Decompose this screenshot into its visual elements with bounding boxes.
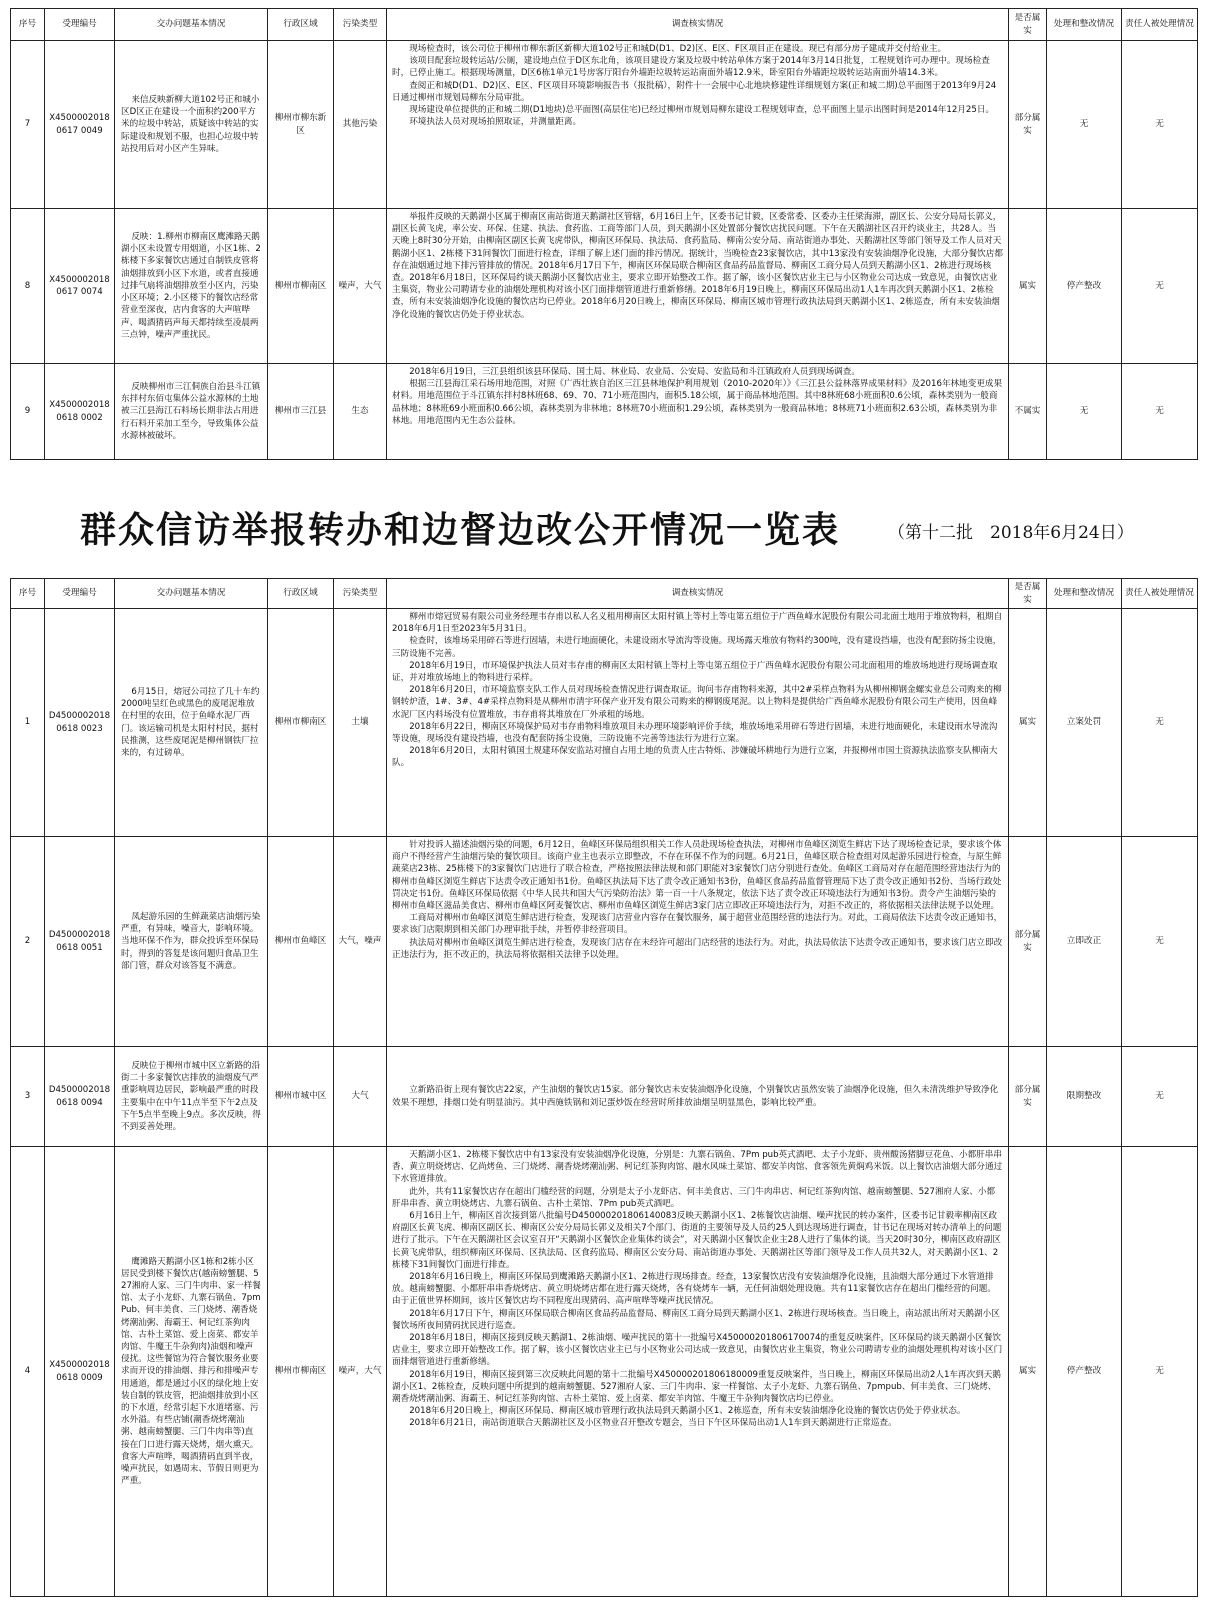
region-cell: 柳州市城中区 xyxy=(268,1047,334,1147)
detail-paragraph: 2018年6月18日，柳南区接到反映天鹅湖1、2栋油烟、噪声扰民的第十一批编号X450000201806170074的重复反映案件，区环保局约谈天鹅湖小区餐饮店业主，要求立即开始整改工作。据了解，该小区餐饮店业主已与小区物业公司达成一致意见，由餐饮店业主集资，物业公司聘请专业的油烟处理机构对该小区门面排烟管道进行重新修缮。 xyxy=(392,1333,1003,1368)
detail-paragraph: 6月16日上午，柳南区首次接到第八批编号D450000201806140083反映天鹅湖小区1、2栋餐饮店油烟、噪声扰民的转办案件，区委书记甘毅率柳南区政府副区长黄飞虎、柳南区副区长、柳南区公安分局局长郭义及相关7个部门、街道的主要领导及人员约25人到达现场进行调查，甘书记在现场对转办清单上的问题进行了批示。下午在天鹅湖社区会议室召开“天鹅湖小区餐饮企业集体约谈会”，对天鹅湖小区餐饮企业主28人进行了集体约谈。当天20时30分，柳南区政府副区长黄飞虎带队，组织柳南区环保局、区执法局、区食药监局、柳南区公安分局、南站街道办事处、天鹅湖社区等部门领导及工作人员共32人，对天鹅湖小区1、2栋楼下31间餐饮门面进行排查。 xyxy=(392,1211,1002,1270)
detail-paragraph: 天鹅湖小区1、2栋楼下餐饮店中有13家没有安装油烟净化设施，分别是：九寨石锅鱼、7Pm pub英式酒吧、太子小龙虾、贵州酸汤猪脚豆花鱼、小都肝串串香、黄立明烧烤店、亿尚烤鱼、三门烧烤、潮香烧烤潮汕粥、柯记红茶狗肉馆、融水风味土菜馆、都安羊肉馆、食客领先黄焖鸡米饭。以上餐饮店油烟大部分通过下水管道排放。 xyxy=(392,1150,1003,1185)
header-handling: 处理和整改情况 xyxy=(1047,9,1122,41)
detail-paragraph: 工商局对柳州市鱼峰区浏览生鲜店进行检查，发现该门店营业内容存在餐饮服务，属于超营业范围经营的违法行为。对此，工商局依法下达责令改正通知书，要求该门店限期到相关部门办理审批手续，并暂停非经营项目。 xyxy=(392,913,1003,936)
truth-cell: 属实 xyxy=(1009,1147,1047,1597)
detail-cell xyxy=(387,209,1009,364)
detail-cell xyxy=(387,837,1009,1047)
header-id: 受理编号 xyxy=(45,9,115,41)
header-type: 污染类型 xyxy=(334,579,387,609)
detail-paragraph: 柳州市熔冠贸易有限公司业务经理韦存甫以私人名义租用柳南区太阳村镇上等村上等屯第五组位于广西鱼峰水泥股份有限公司北面土地用于堆放物料，租期自2018年6月1日至2023年5月31日。 xyxy=(392,612,1003,635)
detail-paragraph: 2018年6月19日，市环境保护执法人员对韦存甫的柳南区太阳村镇上等村上等屯第五组位于广西鱼峰水泥股份有限公司北面租用的堆放场地进行现场调查取证，并对堆放场地上的物料进行采样。 xyxy=(392,660,998,684)
detail-paragraph: 此外，共有11家餐饮店存在超出门槛经营的问题，分别是太子小龙虾店、何丰美食店、三门牛肉串店、柯记红茶狗肉馆、越南螃蟹腿、527湘府人家、小都肝串串香、黄立明烧烤店、九寨石锅鱼、古朴土菜馆、7Pm pub英式酒吧。 xyxy=(392,1186,996,1209)
header-id: 受理编号 xyxy=(45,579,115,609)
header-detail: 调查核实情况 xyxy=(387,9,1009,41)
detail-cell xyxy=(387,364,1009,460)
type-cell: 噪声，大气 xyxy=(334,209,387,364)
type-cell: 大气，噪声 xyxy=(334,837,387,1047)
handling-cell: 立案处罚 xyxy=(1047,609,1122,837)
detail-paragraph: 根据三江县海江采石场用地范围，对照《广西壮族自治区三江县林地保护利用规划（2010-2020年）》《三江县公益林落界成果材料》及2016年林地变更成果材料。用地范围位于斗江镇东拌村8林班68、69、70、71小班范围内，面积5.18公顷，属于商品林地范围。其中8林班68小班面积0.6公顷，森林类别为一般商品林地；8林班69小班面积0.66公顷，森林类别为非林地；8林班70小班面积1.29公顷，森林类别为一般商品林地；8林班71小班面积2.63公顷，森林类别为非林地。用地范围内无生态公益林。 xyxy=(392,379,1003,426)
header-region: 行政区域 xyxy=(268,9,334,41)
region-cell: 柳州市三江县 xyxy=(268,364,334,460)
detail-paragraph: 2018年6月21日，南站街道联合天鹅湖社区及小区物业召开整改专题会，当日下午区环保局出动1人1车到天鹅湖进行正常巡查。 xyxy=(409,1418,897,1429)
handling-cell: 立即改正 xyxy=(1047,837,1122,1047)
detail-paragraph: 举报件反映的天鹅湖小区属于柳南区南站街道天鹅湖社区管辖，6月16日上午，区委书记甘毅，区委常委、区委办主任梁海滞，副区长、公安分局局长郭义，副区长黄飞虎，率公安、环保、住建、执法、食药监、工商等部门人员，到天鹅湖小区处置部分餐饮店扰民问题。下午在天鹅湖社区召开约谈业主，共28人。当天晚上8时30分开始，由柳南区副区长黄飞虎带队，柳南区环保局、执法局、食药监局、柳南公安分局、南站街道办事处、天鹅湖社区等部门领导及工作人员对天鹅湖小区1、2栋楼下31间餐饮门面进行检查，详细了解上述门面的排污情况。据统计，当晚检查23家餐饮店，其中13家没有安装油烟净化设施，大部分餐饮店都存在油烟通过地下排污管排放的情况。2018年6月17日下午，柳南区环保局联合柳南区食品药品监督局、柳南区工商分局人员到天鹅湖小区1、2栋进行现场核查。2018年6月18日，区环保局约谈天鹅湖小区餐饮店业主，要求立即开始整改工作。据了解，该小区餐饮店业主已与小区物业公司达成一致意见，由餐饮店业主集资，物业公司聘请专业的油烟处理机构对该小区门面排烟管道进行重新修缮。2018年6月19日晚上，柳南区环保局出动1人1车再次到天鹅湖小区1、2栋检查，所有未安装油烟净化设施的餐饮店均已停业。2018年6月20日晚上，柳南区环保局、柳南区城市管理行政执法局到天鹅湖小区1、2栋巡查，所有未安装油烟净化设施的餐饮店仍处于停业状态。 xyxy=(392,212,1003,320)
detail-paragraph: 2018年6月20日，太阳村镇国土规建环保安监站对擅自占用土地的负责人庄古特烁、涉嫌破坏耕地行为进行立案，并报柳州市国土资源执法监察支队柳南大队。 xyxy=(392,746,998,769)
handling-cell: 停产整改 xyxy=(1047,1147,1122,1597)
table-row xyxy=(11,41,1198,209)
region-cell: 柳州市柳南区 xyxy=(268,209,334,364)
detail-paragraph: 现场检查时，该公司位于柳州市柳东新区新柳大道102号正和城D(D1、D2)区、E区、F区项目正在建设。现已有部分房子建成并交付给业主。 xyxy=(409,44,947,54)
detail-paragraph: 2018年6月20日，市环境监察支队工作人员对现场检查情况进行调查取证。询问韦存甫物料来源，其中2#采样点物料为从柳州柳钢金螺实业总公司购来的柳钢转炉渣，1#、3#、4#采样点物料是从柳州市清宇环保产业开发有限公司购来的柳钢废尾泥。以上物料是提供给广西鱼峰水泥股份有限公司生产使用，因鱼峰水泥厂区内料场没有位置堆放，韦存甫将其堆放在厂外承租的场地。 xyxy=(392,685,1002,720)
detail-paragraph: 执法局对柳州市鱼峰区浏览生鲜店进行检查，发现该门店存在未经许可超出门店经营的违法行为。对此，执法局依法下达责令改正通知书，要求该门店立即改正违法行为，拒不改正的，执法局将依据相关法律予以处理。 xyxy=(392,937,1003,960)
header-seq: 序号 xyxy=(11,9,45,41)
seq-cell: 7 xyxy=(11,41,45,209)
problem-cell: 6月15日，熔冠公司拉了几十车约2000吨呈红色或黑色的废尾泥堆放在村里的农田，位于鱼峰水泥厂西门。该运输司机是太阳村村民，据村民推测，这些废尾泥是柳州钢铁厂拉来的，有过磅单。 xyxy=(115,609,268,837)
detail-paragraph: 查阅正和城D(D1、D2)区、E区、F区项目环境影响报告书（报批稿），附件十一会展中心北地块修建性详细规划方案(正和城二期)总平面图于2013年9月24日通过柳州市规划局柳东分局审批。 xyxy=(392,80,997,103)
problem-cell: 鹰滩路天鹅湖小区1栋和2栋小区居民受到楼下餐饮店(越南螃蟹腿、527湘府人家、三门牛肉串、家一样餐馆、太子小龙虾、九寨石锅鱼、7pmPub、何丰美食、三门烧烤、潮香烧烤潮汕粥、海霸王、柯记红茶狗肉馆、古朴土菜馆、爱上卤菜、都安羊肉馆、牛魔王牛杂狗肉)油烟和噪声侵扰。这些餐馆为符合餐饮服务业要求而开设的排油烟、排污和排噪声专用通道，都是通过小区的绿化地上安装自制的铁皮管，把油烟排放到小区的下水道，经常引起下水道堵塞、污水外溢。有些店铺(潮香烧烤潮汕粥、越南螃蟹腿、三门牛肉串等)直接在门口进行露天烧烤，烟火熏天。食客大声喧哗，喝酒猜码直到半夜，噪声扰民，如遇周末、节假日则更为严重。 xyxy=(115,1147,268,1597)
detail-paragraph: 2018年6月16日晚上，柳南区环保局到鹰滩路天鹅湖小区1、2栋进行现场排查。经查，13家餐饮店没有安装油烟净化设施，且油烟大部分通过下水管道排放。越南螃蟹腿、小都肝串串香烧烤店、黄立明烧烤店都在进行露天烧烤，各有烧烤车一辆，无任何油烟处理设施。共有11家餐饮店存在超出门槛经营的问题。由于正值世界杯期间，该片区餐饮店均不同程度出现猜码、高声喧哗等噪声扰民情况。 xyxy=(392,1272,996,1307)
responsibility-cell: 无 xyxy=(1122,1147,1198,1597)
detail-cell xyxy=(387,1047,1009,1147)
page-title-block xyxy=(0,500,1207,554)
id-cell: X45000020180617 0074 xyxy=(45,209,115,364)
truth-cell: 部分属实 xyxy=(1009,1047,1047,1147)
detail-cell xyxy=(387,609,1009,837)
responsibility-cell: 无 xyxy=(1122,41,1198,209)
table-row xyxy=(11,209,1198,364)
detail-paragraph: 2018年6月17日下午，柳南区环保局联合柳南区食品药品监督局、柳南区工商分局到天鹅湖小区1、2栋进行现场核查。当日晚上，南站派出所对天鹅湖小区餐饮场所夜间猜码扰民进行巡查。 xyxy=(392,1308,1000,1331)
table-header-row xyxy=(11,9,1198,41)
region-cell: 柳州市柳东新区 xyxy=(268,41,334,209)
type-cell: 土壤 xyxy=(334,609,387,837)
region-cell: 柳州市柳南区 xyxy=(268,609,334,837)
type-cell: 噪声，大气 xyxy=(334,1147,387,1597)
header-type: 污染类型 xyxy=(334,9,387,41)
id-cell: X45000020180617 0049 xyxy=(45,41,115,209)
responsibility-cell: 无 xyxy=(1122,1047,1198,1147)
detail-paragraph: 环境执法人员对现场拍照取证，并测量距离。 xyxy=(409,117,582,128)
id-cell: X45000020180618 0002 xyxy=(45,364,115,460)
seq-cell: 1 xyxy=(11,609,45,837)
handling-cell: 停产整改 xyxy=(1047,209,1122,364)
header-responsibility: 责任人被处理情况 xyxy=(1122,9,1198,41)
table-row xyxy=(11,1147,1198,1597)
table-header-row xyxy=(11,579,1198,609)
header-responsibility: 责任人被处理情况 xyxy=(1122,579,1198,609)
detail-paragraph: 该项目配套垃圾转运站/公厕，建设地点位于D区东北角，该项目建设方案及垃圾中转站单体方案于2014年3月14日批复，工程规划许可办理中。现场检查时，已停止施工。根据现场测量，D区6栋1单元1号房客厅阳台外墙距垃圾转运站南面外墙12.9米，卧室阳台外墙距垃圾转运站南面外墙14.3米。 xyxy=(392,56,990,79)
detail-cell xyxy=(387,41,1009,209)
handling-cell: 无 xyxy=(1047,364,1122,460)
truth-cell: 不属实 xyxy=(1009,364,1047,460)
seq-cell: 2 xyxy=(11,837,45,1047)
batch-date-subtitle: （第十二批 2018年6月24日） xyxy=(888,523,1134,543)
seq-cell: 9 xyxy=(11,364,45,460)
detail-paragraph: 现场建设单位提供的正和城二期(D1地块)总平面图(高层住宅)已经过柳州市规划局柳东建设工程规划审查，总平面图上显示出图时间是2014年12月25日。 xyxy=(409,105,995,116)
table-row xyxy=(11,364,1198,460)
header-seq: 序号 xyxy=(11,579,45,609)
region-cell: 柳州市柳南区 xyxy=(268,1147,334,1597)
responsibility-cell: 无 xyxy=(1122,209,1198,364)
header-truth: 是否属实 xyxy=(1009,579,1047,609)
type-cell: 其他污染 xyxy=(334,41,387,209)
header-detail: 调查核实情况 xyxy=(387,579,1009,609)
table-row xyxy=(11,609,1198,837)
detail-paragraph: 2018年6月19日，三江县组织该县环保局、国土局、林业局、农业局、公安局、安监局和斗江镇政府人员到现场调查。 xyxy=(409,367,860,377)
problem-cell: 反映位于柳州市城中区立新路的沿街二十多家餐饮店排放的油烟废气严重影响周边居民，影响最严重的时段主要集中在中午11点半至下午2点及下午5点半至晚上9点。多次反映，得不到妥善处理。 xyxy=(115,1047,268,1147)
seq-cell: 4 xyxy=(11,1147,45,1597)
responsibility-cell: 无 xyxy=(1122,609,1198,837)
detail-paragraph: 立新路沿街上现有餐饮店22家，产生油烟的餐饮店15家。部分餐饮店未安装油烟净化设施，个别餐饮店虽然安装了油烟净化设施，但久未清洗维护导致净化效果不理想，排烟口处有明显油污。其中西施铁锅和刘记蛋炒饭在经营时所排放油烟呈明显黑色，影响比较严重。 xyxy=(392,1085,999,1108)
handling-cell: 限期整改 xyxy=(1047,1047,1122,1147)
type-cell: 大气 xyxy=(334,1047,387,1147)
case-table-batch-12 xyxy=(10,578,1198,1597)
seq-cell: 3 xyxy=(11,1047,45,1147)
detail-paragraph: 2018年6月20日晚上，柳南区环保局、柳南区城市管理行政执法局到天鹅湖小区1、2栋巡查，所有未安装油烟净化设施的餐饮店仍处于停业状态。 xyxy=(409,1406,966,1417)
id-cell: X45000020180618 0009 xyxy=(45,1147,115,1597)
page-title: 群众信访举报转办和边督边改公开情况一览表 xyxy=(80,509,841,551)
id-cell: D45000020180618 0023 xyxy=(45,609,115,837)
table-row xyxy=(11,1047,1198,1147)
responsibility-cell: 无 xyxy=(1122,837,1198,1047)
problem-cell: 反映柳州市三江侗族自治县斗江镇东拌村东佰屯集体公益水源林的土地被三江县海江石料场长期非法占用进行石料开采加工至今，导致集体公益水源林被破坏。 xyxy=(115,364,268,460)
problem-cell: 来信反映新柳大道102号正和城小区D区正在建设一个面积约200平方米的垃圾中转站，质疑该中转站的实际建设和规划不服，也担心垃圾中转站投用后对小区产生异味。 xyxy=(115,41,268,209)
detail-paragraph: 2018年6月19日，柳南区接到第三次反映此问题的第十二批编号X450000201806180009重复反映案件，当日晚上，柳南区环保局出动2人1车再次到天鹅湖小区1、2栋检查，反映问题中所提到的越南螃蟹腿、527湘府人家、三门牛肉串、家一样餐馆、太子小龙虾、九寨石锅鱼、7pmpub、何丰美食、三门烧烤、潮香烧烤潮汕粥、海霸王、柯记红茶狗肉馆、古朴土菜馆、爱上卤菜、都安羊肉馆、牛魔王牛杂狗肉餐饮店均已停业。 xyxy=(392,1369,1001,1405)
table-row xyxy=(11,837,1198,1047)
problem-cell: 凤起游乐园的生鲜蔬菜店油烟污染严重，有异味，噪音大，影响环境。当地环保不作为，群众投诉至环保局时，得到的答复是该问题归食品卫生部门管，群众对该答复不满意。 xyxy=(115,837,268,1047)
case-table-batch-11 xyxy=(10,8,1198,460)
detail-paragraph: 针对投诉人描述油烟污染的问题，6月12日，鱼峰区环保局组织相关工作人员赴现场检查执法，对柳州市鱼峰区浏览生鲜店下达了现场检查记录，要求该个体商户不得经营产生油烟污染的餐饮项目。该商户业主也表示立即整改，不存在环保不作为的问题。6月21日，鱼峰区联合检查组对凤起游乐园进行检查，与原生鲜蔬菜店23栋、25栋楼下的3家餐饮门店进行了联合检查，严格按照法律法规和部门职能对3家餐饮门店分别进行查处。鱼峰区工商局对存在超范围经营违法行为的柳州市鱼峰区浏览生鲜店下达责令改正通知书1份。鱼峰区执法局下达了责令改正通知书3份，鱼峰区食品药品监督管理局下达了责令改正通知书2份、当场行政处罚决定书1份。鱼峰区环保局依据《中华人民共和国大气污染防治法》第一百一十八条规定，依法下达了责令改正环境违法行为通知书3份。责令产生油烟污染的柳州市鱼峰区滋品美食店、柳州市鱼峰区阿麦餐饮店、柳州市鱼峰区浏览生鲜店3家门店立即改正环境违法行为，对拒不改正的，将依据相关法律法规予以处理。 xyxy=(392,840,1002,912)
handling-cell: 无 xyxy=(1047,41,1122,209)
id-cell: D45000020180618 0051 xyxy=(45,837,115,1047)
header-problem: 交办问题基本情况 xyxy=(115,9,268,41)
detail-paragraph: 2018年6月22日，柳南区环境保护局对韦存甫物料堆放项目未办理环境影响评价手续，堆放场地采用碎石等进行固墙，未进行地面硬化，未建设雨水导流沟等设施，现场没有建设挡墙，也没有配套防扬尘设施，三防设施不完善等违法行为进行立案。 xyxy=(392,721,998,745)
header-truth: 是否属实 xyxy=(1009,9,1047,41)
truth-cell: 部分属实 xyxy=(1009,41,1047,209)
responsibility-cell: 无 xyxy=(1122,364,1198,460)
id-cell: D45000020180618 0094 xyxy=(45,1047,115,1147)
region-cell: 柳州市鱼峰区 xyxy=(268,837,334,1047)
detail-cell xyxy=(387,1147,1009,1597)
type-cell: 生态 xyxy=(334,364,387,460)
header-region: 行政区域 xyxy=(268,579,334,609)
header-handling: 处理和整改情况 xyxy=(1047,579,1122,609)
seq-cell: 8 xyxy=(11,209,45,364)
truth-cell: 属实 xyxy=(1009,209,1047,364)
problem-cell: 反映：1.柳州市柳南区鹰滩路天鹅湖小区未设置专用烟道，小区1栋、2栋楼下多家餐饮店通过自制铁皮管将油烟排放到小区下水道，或者直接通过排气扇将油烟排放至小区内，污染小区环境；2.小区楼下的餐饮店经常营业至深夜，店内食客的大声喧哗声、喝酒猜码声每天都持续至凌晨两三点钟，噪声严重扰民。 xyxy=(115,209,268,364)
detail-paragraph: 检查时，该堆场采用碎石等进行固墙，未进行地面硬化，未建设雨水导流沟等设施。现场露天堆放有物料约300吨，没有建设挡墙，也没有配套防扬尘设施，三防设施不完善。 xyxy=(392,636,1002,659)
truth-cell: 属实 xyxy=(1009,609,1047,837)
truth-cell: 部分属实 xyxy=(1009,837,1047,1047)
header-problem: 交办问题基本情况 xyxy=(115,579,268,609)
